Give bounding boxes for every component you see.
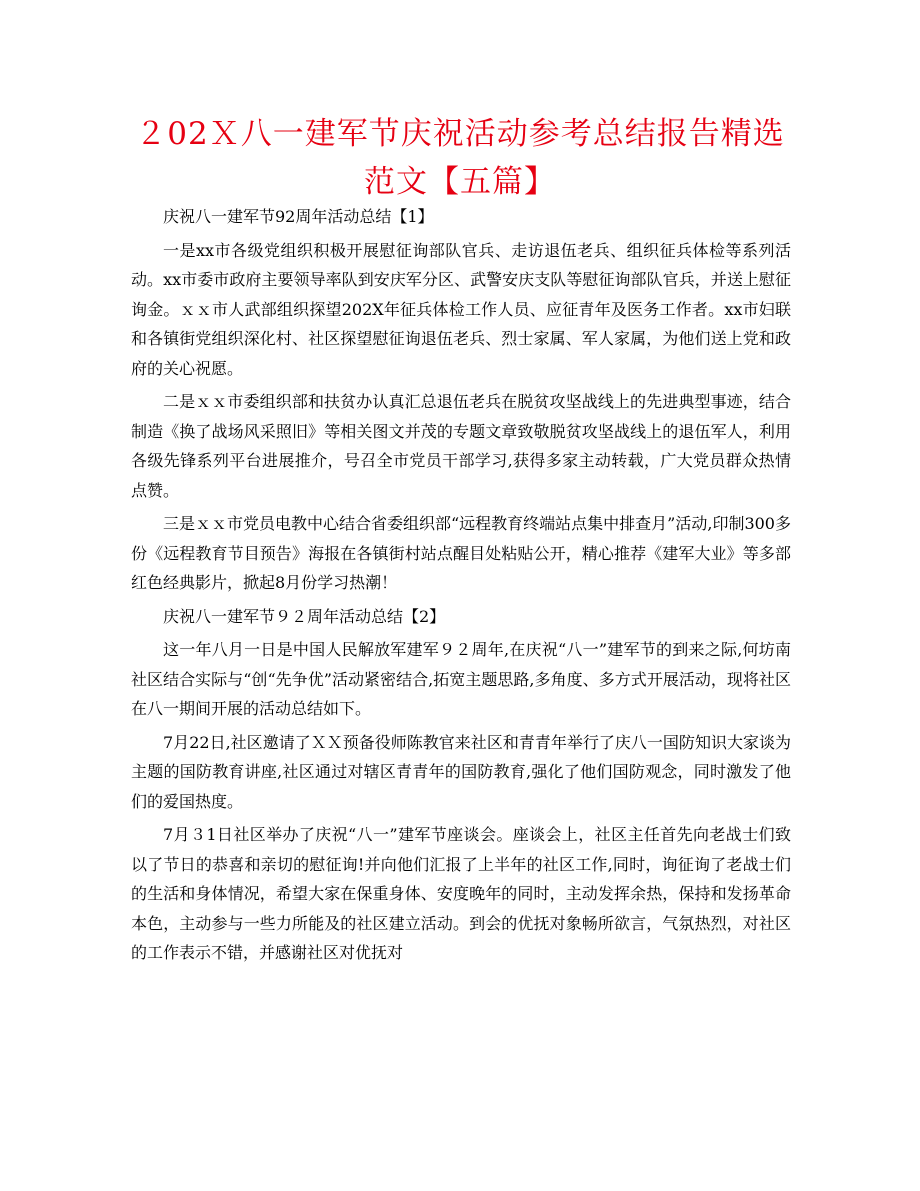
document-title: ２02Ｘ八一建军节庆祝活动参考总结报告精选范文【五篇】 bbox=[135, 116, 785, 200]
section-heading-1: 庆祝八一建军节92周年活动总结【1】 bbox=[163, 207, 434, 226]
paragraph: 这一年八月一日是中国人民解放军建军９２周年,在庆祝“八一”建军节的到来之际,何坊南社区结合实际与“创“先争优”活动紧密结合,拓宽主题思路,多角度、多方式开展活动，现将社区在八一期间开展的活动总结如下。 bbox=[131, 640, 791, 718]
paragraph: 7月22日,社区邀请了ＸＸ预备役师陈教官来社区和青青年举行了庆八一国防知识大家谈为主题的国防教育讲座,社区通过对辖区青青年的国防教育,强化了他们国防观念，同时激发了他们的爱国热度。 bbox=[131, 732, 791, 811]
section-heading-2: 庆祝八一建军节９２周年活动总结【2】 bbox=[163, 606, 446, 626]
paragraph: 二是ｘｘ市委组织部和扶贫办认真汇总退伍老兵在脱贫攻坚战线上的先进典型事迹，结合制造《换了战场风采照旧》等相关图文并茂的专题文章致敬脱贫攻坚战线上的退伍军人，利用各级先锋系列平台进展推介，号召全市党员干部学习,获得多家主动转载，广大党员群众热情点赞。 bbox=[131, 392, 791, 500]
paragraph: 7月３1日社区举办了庆祝“八一”建军节座谈会。座谈会上，社区主任首先向老战士们致以了节日的恭喜和亲切的慰征询!并向他们汇报了上半年的社区工作,同时，询征询了老战士们的生活和身体情况，希望大家在保重身体、安度晚年的同时，主动发挥余热，保持和发扬革命本色，主动参与一些力所能及的社区建立活动。到会的优抚对象畅所欲言，气氛热烈，对社区的工作表示不错，并感谢社区对优抚对 bbox=[131, 825, 791, 962]
paragraph: 一是xx市各级党组织积极开展慰征询部队官兵、走访退伍老兵、组织征兵体检等系列活动。xx市委市政府主要领导率队到安庆军分区、武警安庆支队等慰征询部队官兵，并送上慰征询金。ｘｘ市人武部组织探望202X年征兵体检工作人员、应征青年及医务工作者。xx市妇联和各镇街党组织深化村、社区探望慰征询退伍老兵、烈士家属、军人家属，为他们送上党和政府的关心祝愿。 bbox=[131, 240, 791, 378]
document-body bbox=[131, 202, 791, 972]
paragraph: 三是ｘｘ市党员电教中心结合省委组织部“远程教育终端站点集中排查月”活动,印制300多份《远程教育节目预告》海报在各镇街村站点醒目处粘贴公开，精心推荐《建军大业》等多部红色经典影片，掀起8月份学习热潮！ bbox=[131, 514, 791, 592]
